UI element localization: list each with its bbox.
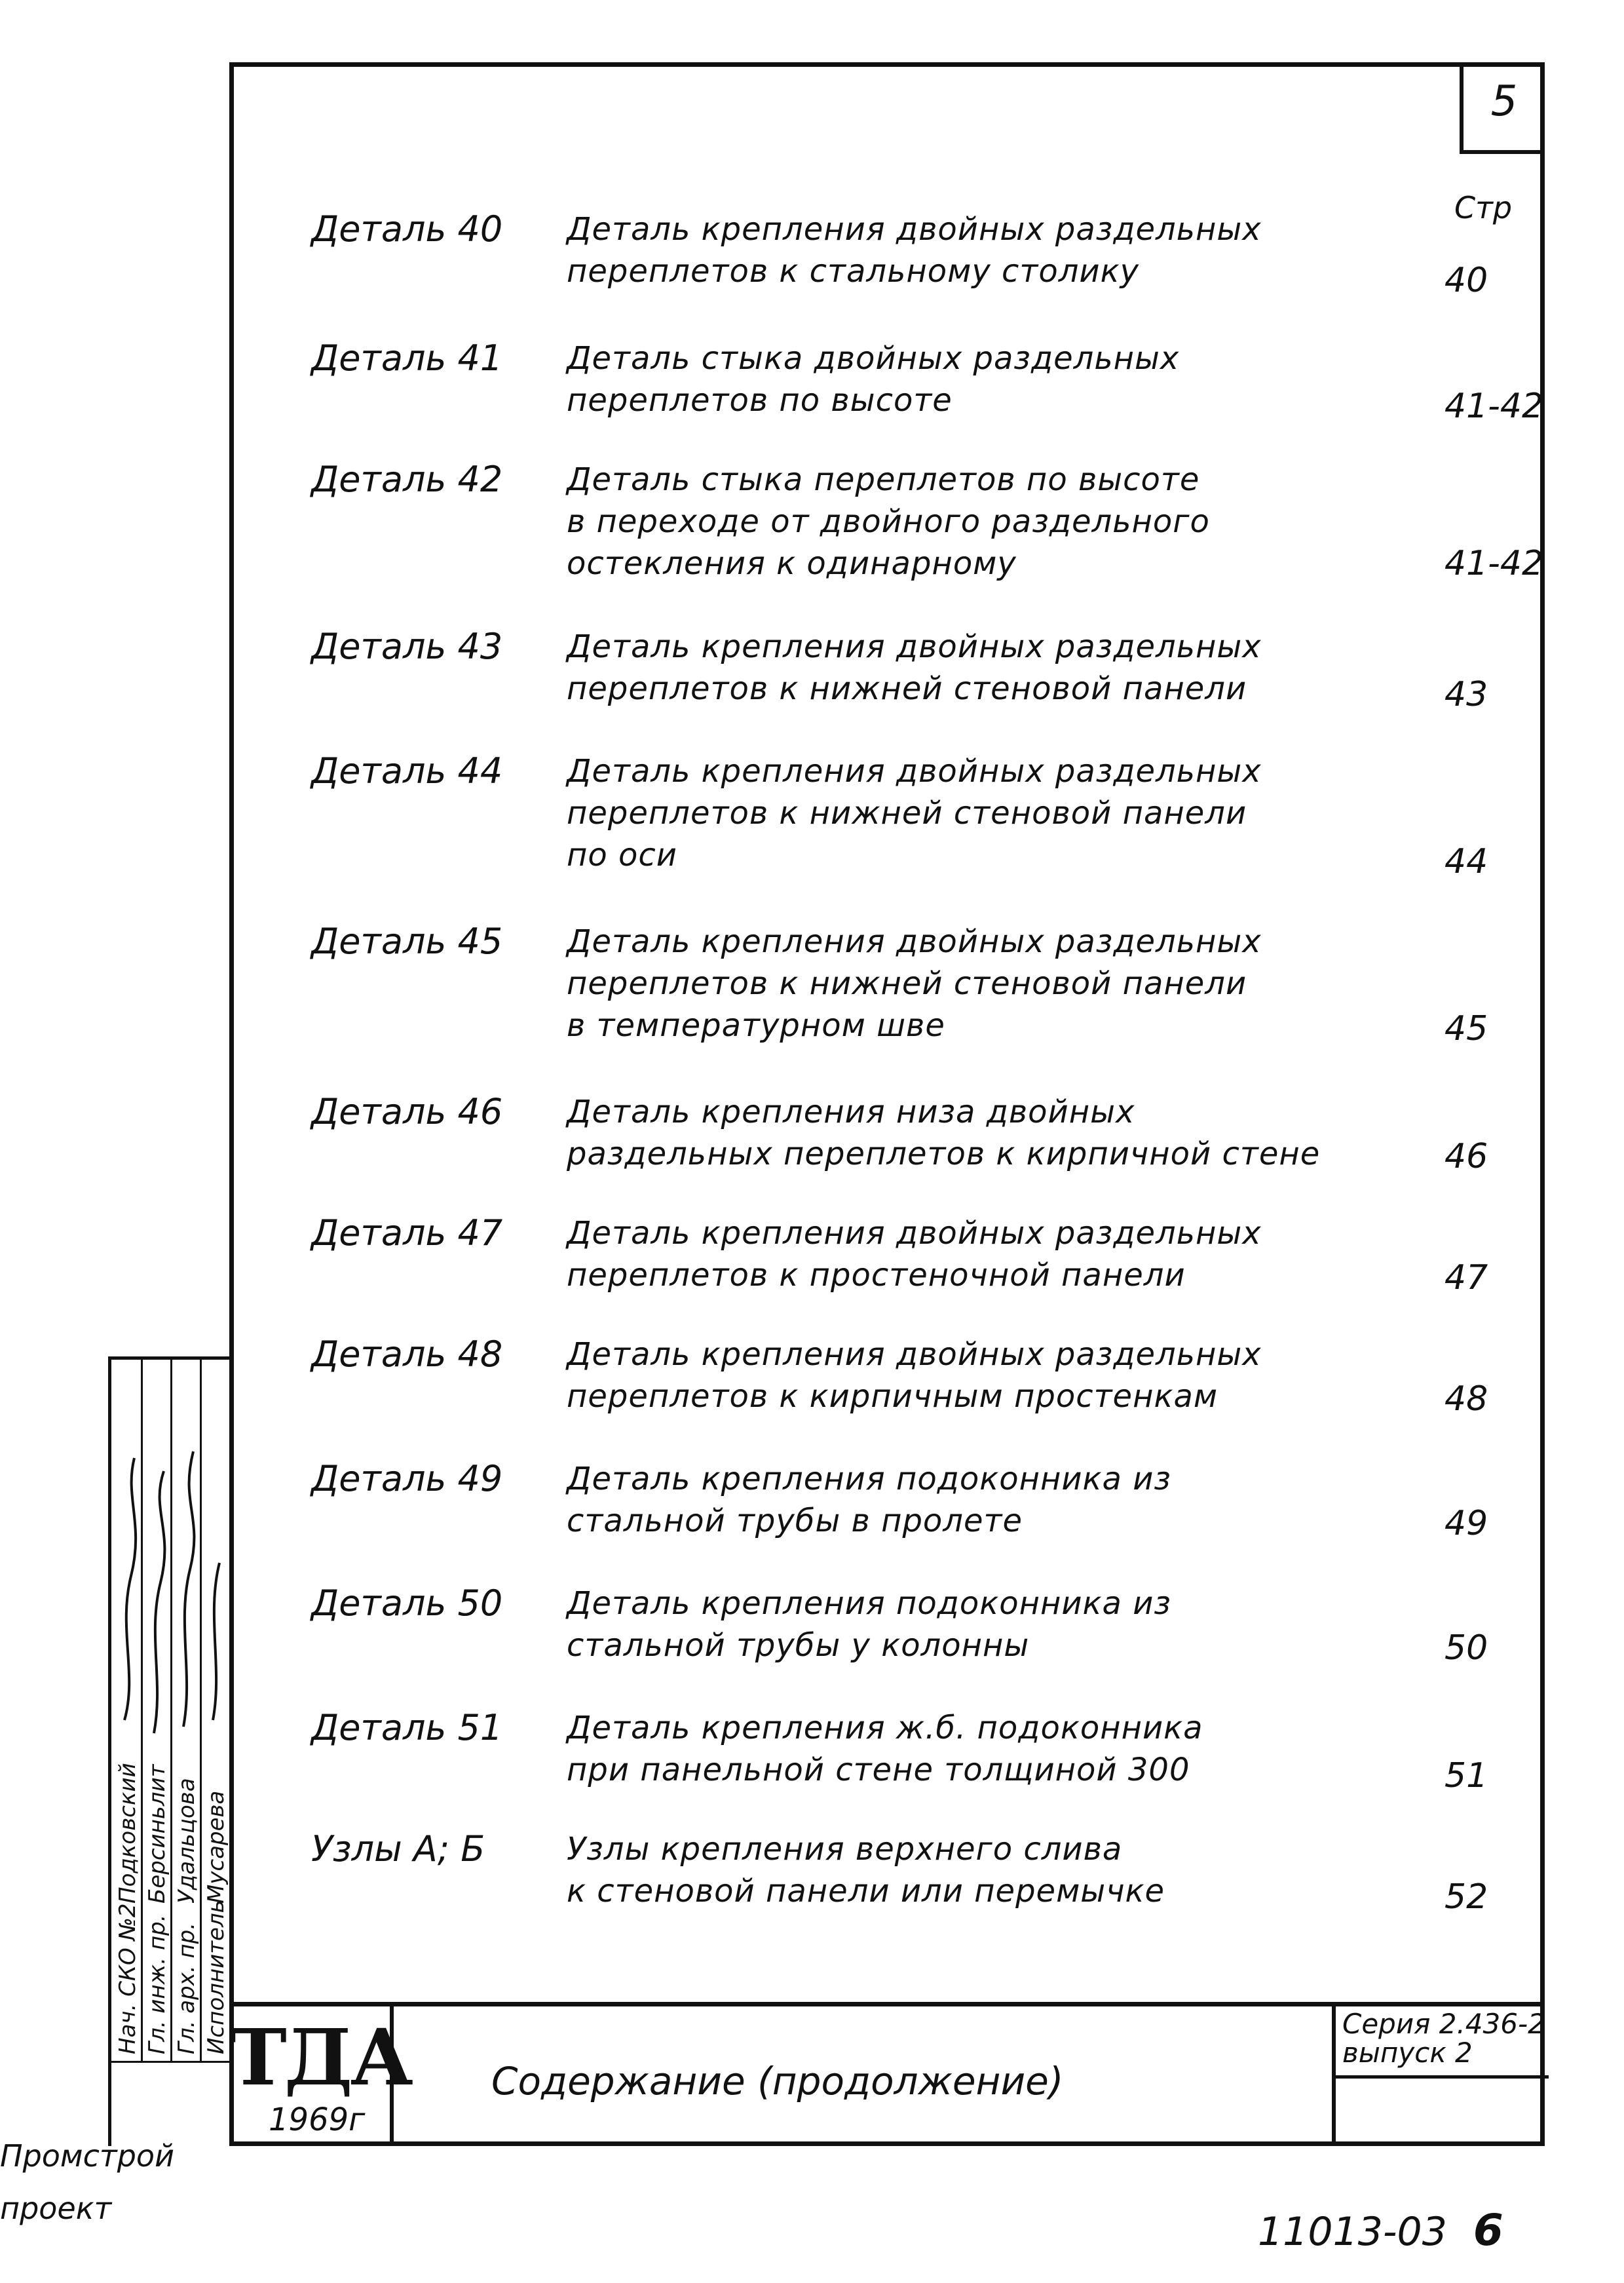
entry-page: 51 [1445,1756,1488,1795]
entry-page: 41-42 [1445,544,1544,583]
entry-label: Деталь 49 [311,1458,503,1499]
entry-page: 41-42 [1445,387,1544,426]
entry-page: 50 [1445,1628,1488,1668]
entry-description: Деталь крепления ж.б. подоконника при панельной стене толщиной 300 [567,1710,1203,1788]
entry-page: 46 [1445,1137,1488,1176]
series-cell [1332,2006,1549,2146]
entry-page: 48 [1445,1379,1488,1419]
entry-label: Деталь 50 [311,1583,503,1624]
entry-label: Деталь 51 [311,1707,503,1748]
document-code: 11013-03 6 [1258,2205,1503,2255]
entry-description: Деталь крепления двойных раздельных переплетов к простеночной панели [567,1215,1262,1294]
entry-label: Деталь 47 [311,1212,503,1254]
entry-description: Деталь крепления двойных раздельных переплетов к нижней стеновой панели по оси [567,753,1262,873]
entry-label: Узлы А; Б [311,1828,485,1870]
entry-page: 47 [1445,1258,1488,1297]
entry-description: Деталь крепления двойных раздельных переплетов к нижней стеновой панели [567,628,1262,707]
entry-label: Деталь 40 [311,208,503,250]
signature-scribbles [111,1379,233,1746]
entry-description: Деталь крепления подоконника из стальной трубы у колонны [567,1585,1171,1664]
entry-label: Деталь 44 [311,750,503,792]
stamp-role: Гл. арх. пр. [174,1922,200,2054]
entry-page: 43 [1445,675,1488,714]
entry-label: Деталь 42 [311,459,503,500]
tda-logo: ТДА [229,2012,411,2103]
stamp-role: Нач. СКО №2 [115,1903,141,2054]
title-block [229,2002,1545,2146]
page-number: 5 [1460,62,1545,154]
organization: Промстрой проект [0,2138,174,2226]
stamp-name: Мусарева [203,1790,229,1904]
entry-page: 45 [1445,1009,1488,1048]
entry-page: 40 [1445,261,1488,300]
entry-page: 44 [1445,842,1488,881]
year: 1969г [269,2101,366,2138]
entry-description: Деталь крепления двойных раздельных переплетов к нижней стеновой панели в температурном шве [567,923,1262,1044]
entry-page: 49 [1445,1504,1488,1543]
entry-page: 52 [1445,1877,1488,1917]
stamp-role: Исполнитель [203,1900,229,2054]
stamp-name: Удальцова [174,1778,200,1904]
series-label: Серия 2.436-2 выпуск 2 [1342,2008,1545,2069]
entry-description: Деталь стыка двойных раздельных переплетов по высоте [567,340,1180,419]
logo-cell [229,2006,411,2146]
entry-description: Деталь крепления низа двойных раздельных переплетов к кирпичной стене [567,1094,1321,1172]
entry-description: Узлы крепления верхнего слива к стеновой панели или перемычке [567,1831,1165,1909]
stamp-name: Берсиньлит [144,1764,170,1904]
entry-description: Деталь стыка переплетов по высоте в переходе от двойного раздельного остекления к одинарному [567,461,1210,582]
entry-label: Деталь 48 [311,1333,503,1375]
entry-label: Деталь 45 [311,921,503,962]
stamp-role: Гл. инж. пр. [144,1914,170,2054]
entry-label: Деталь 46 [311,1091,503,1132]
sheet-title: Содержание (продолжение) [491,2059,1064,2103]
signature-stamp [108,1356,233,2146]
entry-label: Деталь 43 [311,626,503,667]
entry-description: Деталь крепления подоконника из стальной трубы в пролете [567,1461,1171,1539]
sheet-number: 6 [1473,2205,1503,2255]
stamp-name: Подковский [115,1763,141,1904]
page-column-header: Стр [1454,190,1513,225]
entry-label: Деталь 41 [311,337,503,379]
entry-description: Деталь крепления двойных раздельных переплетов к кирпичным простенкам [567,1336,1262,1415]
entry-description: Деталь крепления двойных раздельных переплетов к стальному столику [567,211,1262,290]
